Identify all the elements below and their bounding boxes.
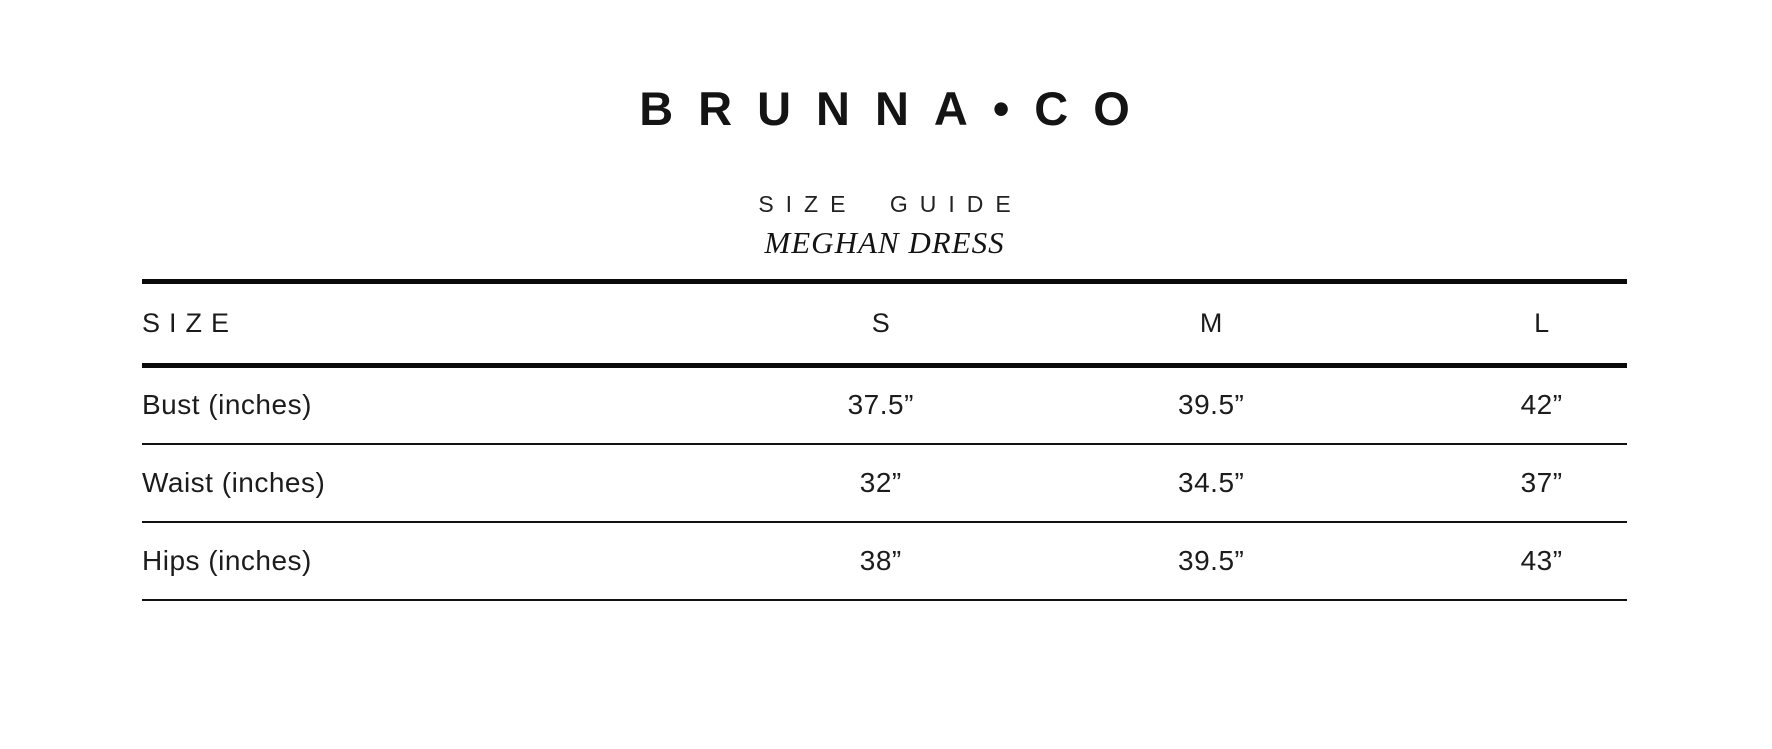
table-row-bust <box>142 366 1627 444</box>
bust-value-s: 37.5” <box>847 389 914 421</box>
row-label-waist: Waist (inches) <box>142 466 326 498</box>
hips-value-s: 38” <box>859 544 902 576</box>
hips-value-l: 43” <box>1520 544 1563 576</box>
row-label-bust: Bust (inches) <box>142 389 312 421</box>
column-header-m: M <box>1199 308 1223 338</box>
column-header-s: S <box>871 308 890 338</box>
size-guide-page <box>142 0 1627 601</box>
table-header-row <box>142 282 1627 366</box>
product-name: MEGHAN DRESS <box>764 225 1005 260</box>
column-header-l: L <box>1534 308 1550 338</box>
size-column-header: SIZE <box>142 308 239 338</box>
size-chart-table <box>142 279 1627 601</box>
table-row-waist <box>142 444 1627 522</box>
row-label-hips: Hips (inches) <box>142 544 312 576</box>
bust-value-l: 42” <box>1520 389 1563 421</box>
waist-value-m: 34.5” <box>1178 466 1245 498</box>
table-row-hips <box>142 522 1627 600</box>
hips-value-m: 39.5” <box>1178 544 1245 576</box>
brand-logo: BRUNNA•CO <box>639 82 1155 135</box>
size-guide-title: SIZE GUIDE <box>758 191 1023 217</box>
waist-value-s: 32” <box>859 466 902 498</box>
bust-value-m: 39.5” <box>1178 389 1245 421</box>
waist-value-l: 37” <box>1520 466 1563 498</box>
